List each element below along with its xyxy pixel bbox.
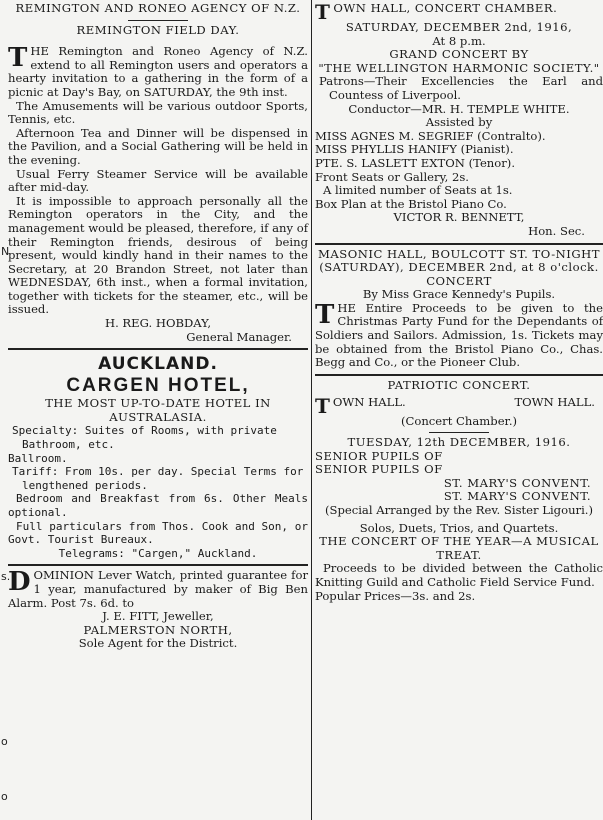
hotel-name: CARGEN HOTEL, — [66, 375, 250, 397]
artist: PTE. S. LASLETT EXTON (Tenor). — [315, 155, 516, 170]
particulars: Full particulars from Thos. Cook and Son, or Govt. Tourist Bureaux. — [8, 519, 308, 547]
artist: MISS AGNES M. SEGRIEF (Contralto). — [315, 128, 546, 143]
artist: MISS PHYLLIS HANIFY (Pianist). — [315, 142, 514, 157]
paragraph: It is impossible to approach personally all the Remington operators in the City, and the management would be pleased, therefore, if any of their Remington friends, desirous of being present, would kindly hand in their names to the Secretary, at 20 Brandon Street, not later than WEDNESDAY, 6th inst., when a formal invitation, together with tickets for the steamer, etc., will be issued. — [8, 193, 308, 317]
edge-fragment: s. — [1, 570, 11, 583]
divider — [315, 243, 603, 245]
bed-and-breakfast: Bedroom and Breakfast from 6s. Other Meals optional. — [8, 492, 308, 519]
event-title: GRAND CONCERT BY — [389, 47, 529, 62]
concert-time: At 8 p.m. — [432, 33, 486, 48]
masonic-advertisement — [315, 248, 603, 370]
conductor: Conductor—MR. H. TEMPLE WHITE. — [348, 101, 570, 116]
performers: By Miss Grace Kennedy's Pupils. — [362, 287, 556, 302]
town-hall-advertisement — [315, 0, 603, 239]
divider — [8, 564, 308, 566]
tariff: Tariff: From 10s. per day. Special Terms for lengthened periods. — [12, 465, 304, 492]
specialty: Specialty: Suites of Rooms, with private Bathroom, etc. — [12, 424, 277, 452]
paragraph: Usual Ferry Steamer Service will be available after mid-day. — [8, 166, 308, 195]
drop-capital: T — [8, 43, 28, 74]
watch-advertisement — [8, 569, 308, 651]
column-divider — [311, 0, 312, 820]
patriotic-date: TUESDAY, 12th DECEMBER, 1916. — [347, 435, 571, 450]
city-heading: AUCKLAND. — [98, 354, 218, 375]
cargen-advertisement — [8, 353, 308, 560]
hall-left: OWN HALL. — [332, 395, 406, 410]
hall-right: TOWN HALL. — [514, 395, 595, 410]
jeweller: J. E. FITT, Jeweller, — [102, 609, 214, 624]
programme: Solos, Duets, Trios, and Quartets. — [359, 520, 559, 535]
agency-heading: REMINGTON AND RONEO AGENCY OF N.Z. — [15, 1, 301, 15]
edge-fragment: o — [1, 790, 8, 803]
field-day-title: REMINGTON FIELD DAY. — [76, 22, 240, 37]
paragraph: The Amusements will be various outdoor Sports, Tennis, etc. — [8, 98, 308, 127]
watch-text: OMINION Lever Watch, printed guarantee for 1 year, manufactured by maker of Big Ben Alarm. Post 7s. 6d. to — [8, 568, 308, 610]
concert-label: CONCERT — [426, 273, 492, 288]
drop-capital: D — [8, 567, 31, 598]
drop-capital: T — [315, 0, 331, 24]
convent-line: ST. MARY'S CONVENT. — [443, 489, 591, 504]
jeweller-town: PALMERSTON NORTH, — [83, 622, 233, 637]
intro-text: HE Remington and Roneo Agency of N.Z. extend to all Remington users and operators a hearty invitation to a gathering in the form of a picnic at Day's Bay, on SATURDAY, the 9th inst. — [8, 44, 308, 99]
drop-capital: T — [315, 394, 330, 419]
left-column — [8, 0, 308, 820]
signatory-title: General Manager. — [186, 329, 292, 344]
seat-prices: Front Seats or Gallery, 2s. — [315, 169, 469, 184]
paragraph: Afternoon Tea and Dinner will be dispensed in the Pavilion, and a Social Gathering will be held in the evening. — [8, 125, 308, 167]
patrons: Patrons—Their Excellencies the Earl and Countess of Liverpool. — [319, 74, 603, 102]
drop-capital: T — [315, 299, 335, 330]
society-name: "THE WELLINGTON HARMONIC SOCIETY." — [318, 60, 600, 75]
prices: Popular Prices—3s. and 2s. — [315, 588, 476, 603]
remington-advertisement — [8, 0, 308, 344]
concert-of-the-year: THE CONCERT OF THE YEAR—A MUSICAL TREAT. — [319, 534, 599, 562]
secretary-name: VICTOR R. BENNETT, — [393, 210, 525, 225]
patriotic-title: PATRIOTIC CONCERT. — [387, 377, 531, 392]
divider — [8, 348, 308, 350]
edge-fragment: o — [1, 735, 8, 748]
venue-heading: OWN HALL, CONCERT CHAMBER. — [333, 1, 558, 15]
divider — [315, 374, 603, 376]
proceeds: Proceeds to be divided between the Catholic Knitting Guild and Catholic Field Service Fund. — [315, 561, 603, 589]
box-plan: Box Plan at the Bristol Piano Co. — [315, 196, 507, 211]
pupils-line: SENIOR PUPILS OF — [315, 462, 443, 477]
masonic-text: HE Entire Proceeds to be given to the Christmas Party Fund for the Dependants of Soldiers and Sailors. Admission, 1s. Tickets may be obtained from the Bristol Piano Co., Chas. Begg and Co., or the Pioneer Club. — [315, 300, 603, 370]
divider — [429, 432, 489, 433]
telegrams: Telegrams: "Cargen," Auckland. — [58, 546, 258, 560]
right-column — [315, 0, 603, 820]
divider — [128, 20, 188, 21]
arranged-by: (Special Arranged by the Rev. Sister Ligouri.) — [324, 503, 594, 517]
limited-seats: A limited number of Seats at 1s. — [323, 183, 513, 198]
patriotic-concert-advertisement — [315, 379, 603, 603]
pupils-line: SENIOR PUPILS OF — [315, 448, 443, 463]
convent-line: ST. MARY'S CONVENT. — [443, 475, 591, 490]
sole-agent: Sole Agent for the District. — [78, 636, 238, 651]
ballroom: Ballroom. — [8, 451, 68, 465]
assisted-by: Assisted by — [425, 115, 493, 130]
concert-date: SATURDAY, DECEMBER 2nd, 1916, — [345, 20, 573, 34]
edge-fragment: N — [1, 245, 10, 258]
hotel-tagline: THE MOST UP-TO-DATE HOTEL IN AUSTRALASIA. — [45, 396, 271, 424]
secretary-title: Hon. Sec. — [528, 223, 585, 238]
concert-chamber: (Concert Chamber.) — [400, 414, 518, 429]
masonic-heading: MASONIC HALL, BOULCOTT ST. TO-NIGHT (SATURDAY), DECEMBER 2nd, at 8 o'clock. — [318, 246, 600, 275]
signatory: H. REG. HOBDAY, — [104, 316, 212, 331]
